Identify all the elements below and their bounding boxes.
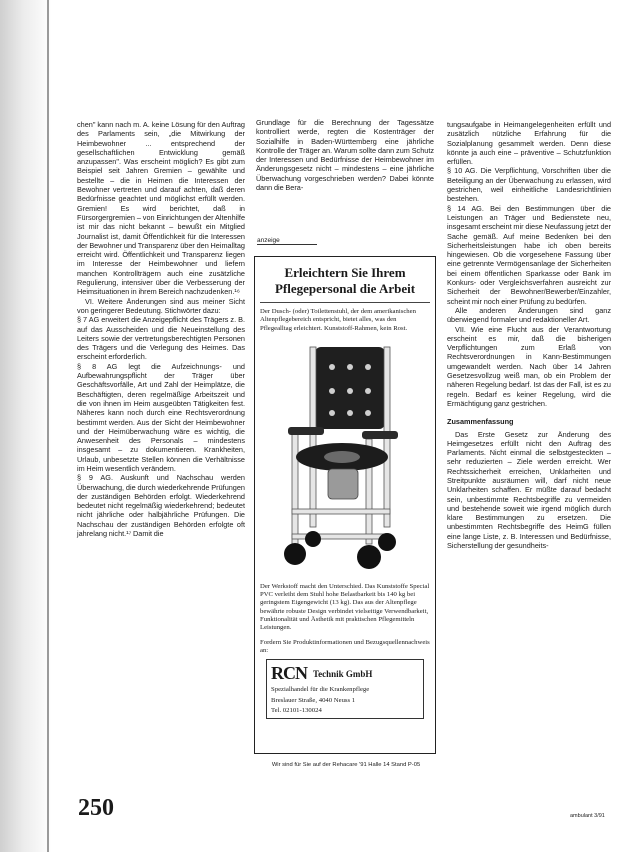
ad-contact-intro: Fordern Sie Produktinformationen und Bezugsquellennachweis an: (260, 638, 430, 654)
book-spine-shadow (0, 0, 52, 852)
company-address: Breslauer Straße, 4040 Neuss 1 (271, 696, 356, 704)
paragraph: § 7 AG erweitert die Anzeigepflicht des Trägers z. B. auf das Ausscheiden und die Neueinstellung des Leiters sowie der vertretungsberechtigten Personen des Trägers und die Verlegung des Heimes. Das erscheint erforderlich. (77, 315, 245, 362)
paragraph: § 9 AG. Auskunft und Nachschau werden Überwachung, die durch wiederkehrende Prüfungen der zuständigen Behörden erfolgt. Wiederkehrend bedeutet nicht regelmäßig wiederkehrend; bedeutet nicht jährliche oder halbjährliche Prüfungen. Die Nachschau der zuständigen Behörden erfolgte oft jahrelang nicht.¹⁷ Damit die (77, 473, 245, 539)
text-column-left (77, 120, 245, 538)
shower-chair-image (270, 339, 420, 579)
paragraph: § 10 AG. Die Verpflichtung, Vorschriften über die Beteiligung an der Überwachung zu erlassen, wird gestrichen, weil einheitliche Landesrichtlinien bestehen. (447, 166, 611, 204)
ad-body: Der Werkstoff macht den Unterschied. Das Kunststoffe Special PVC verleiht dem Stuhl hohe Belastbarkeit bis 140 kg bei geringstem Eigengewicht (13 kg). Das aus der Altenpflege bewährte robuste Design verbindet vielseitige Verwendbarkeit, Funktionalität und Ästhetik mit praktischen Pflegemitteln Leistungen. (260, 582, 430, 632)
paragraph: Das Erste Gesetz zur Änderung des Heimgesetzes erfüllt nicht den Auftrag des Parlaments. Nicht einmal die selbstgesteckten – sehr reduzierten – Ziele werden erreicht. Wer Rechtssicherheit erreichen, Unklarheiten und Streitpunkte ausräumen will, darf nicht neue Unklarheiten schaffen. Er müßte darauf bedacht sein, unbestimmte Rechtsbegriffe zu vermeiden und bestehende soweit wie irgend möglich durch klare Bestimmungen zu ersetzen. Die unbestimmten Rechtsbegriffe des HeimG füllen eine lange Liste, z. B. Interessen und Bedürfnisse, Sicherstellung der gesundheits- (447, 429, 611, 551)
paragraph: § 8 AG legt die Aufzeichnungs- und Aufbewahrungspflicht der Träger über Geschäftsvorfälle, Art und Zahl der Heimplätze, die Beschäftigten, deren regelmäßige Arbeitszeit und die von ihnen im Heim ausgeübten Tätigkeiten fest. Näheres kann noch durch eine Rechtsverordnung bestimmt werden. Aus der Sicht der Heimbewohner und der Heimüberwachung wäre es wichtig, die Anwesenheit des Personals – mindestens insgesamt – zu dokumentieren. Krankheiten, Urlaub, unbesetzte Stellen können die Verhältnisse im Heim wesentlich verändern. (77, 361, 245, 473)
company-logo-box (266, 659, 424, 719)
paragraph: § 14 AG. Bei den Bestimmungen über die Leistungen an Träger und Bedienstete neu, insgesamt erscheint mir diese Neufassung jetzt der Sache gemäß. Auf meine Bedenken bei den Sicherheitsleistungen habe ich oben bereits hingewiesen. Ob die vorgesehene Fassung über eine getrennte Vermögensanlage der Sicherheiten bei einem öffentlichen Sparkasse oder Bank im Konkurs- oder Vergleichsverfahren ausreicht zur Sicherheit der Bewohner/Bewerber/Einzahler, scheint mir noch einer Prüfung zu bedürfen. (447, 203, 611, 306)
text-column-right (447, 120, 611, 550)
paragraph: Grundlage für die Berechnung der Tagessätze kontrolliert werde, regten die Kostenträger der Sozialhilfe in Baden-Württemberg eine jährliche Kontrolle der Träger an. Warum sollte dann zum Schutz der Interessen und Bedürfnisse der Heimbewohner im Änderungsgesetz nicht – mindestens – eine jährliche Überwachung vorgeschrieben werden? Dabei könnte dann die Bera- (256, 118, 434, 193)
page-number: 250 (78, 795, 114, 821)
binding-edge (47, 0, 49, 852)
ad-headline: Pflegepersonal die Arbeit (260, 281, 430, 303)
journal-footer: ambulant 3/91 (570, 813, 605, 819)
paragraph: tungsaufgabe in Heimangelegenheiten erfüllt und zusätzlich nützliche Erfahrung für die Sozialplanung gesammelt werden. Denn diese könnte ja auch eine – präventive – Schutzfunktion erfüllen. (447, 120, 611, 167)
company-logo: RCN (271, 663, 307, 684)
paragraph: VII. Wie eine Flucht aus der Verantwortung erscheint es mir, daß die bisherigen Verpflichtungen zum Erlaß von Rechtsverordnungen in Kann-Bestimmungen umgewandelt werden. Nach über 14 Jahren Gesetzesvollzug weiß man, ob ein Problem der näheren Regelung bedarf. Ist das der Fall, ist es zu regeln. Bedarf es keiner Regelung, wird die Ermächtigung ganz gestrichen. (447, 324, 611, 408)
advertisement-box (254, 256, 436, 754)
ad-marker: anzeige (257, 237, 317, 245)
paragraph: VI. Weitere Änderungen sind aus meiner Sicht von geringerer Bedeutung. Stichwörter dazu: (77, 296, 245, 315)
ad-headline: Erleichtern Sie Ihrem (284, 265, 406, 280)
company-specialty: Spezialhandel für die Krankenpflege (271, 686, 370, 694)
text-column-middle (256, 118, 434, 192)
paragraph: chen" kann nach m. A. keine Lösung für den Auftrag des Parlaments sein, „die Mitwirkung der Heimbewohner ... entsprechend der gesellschaftlichen Entwicklung gemäß anzupassen". Was erscheint möglich? Es gibt zum Beispiel seit Jahren Gremien – gewählte und bestellte – die in Heimen die Interessen der Bewohner vertreten und darauf achten, daß deren Bedürfnisse geachtet und möglichst erfüllt werden. Gremien! Es wird berichtet, daß in Fürsorgergremien – von Einrichtungen der Altenhilfe ist mir das nicht bekannt – bewußt ein Mitglied Journalist ist, damit Öffentlichkeit für die Interessen der Bewohner und Transparenz über den Heimalltag erreicht wird. Öffentlichkeit und Transparenz liegen im Interesse der Heimbewohner und liefern manchen Kontrollträgern auch eine zusätzliche Regulierung, intensiver über die Verbesserung der Heimsituationen in ihrem Bereich nachzudenken.¹⁶ (77, 120, 245, 297)
paragraph: Alle anderen Änderungen sind ganz überwiegend formaler und redaktioneller Art. (447, 305, 611, 325)
ad-footer: Wir sind für Sie auf der Rehacare '91 Halle 14 Stand P-05 (271, 762, 421, 768)
ad-intro: Der Dusch- (oder) Toilettenstuhl, der dem amerikanischen Altenpflegebereich entspricht, bietet alles, was den Pflegealltag erleichtert. Kunststoff-Rahmen, kein Rost. (260, 308, 416, 332)
company-phone: Tel. 02101-130024 (271, 707, 322, 715)
section-heading: Zusammenfassung (447, 417, 514, 427)
company-name: Technik GmbH (313, 668, 373, 679)
